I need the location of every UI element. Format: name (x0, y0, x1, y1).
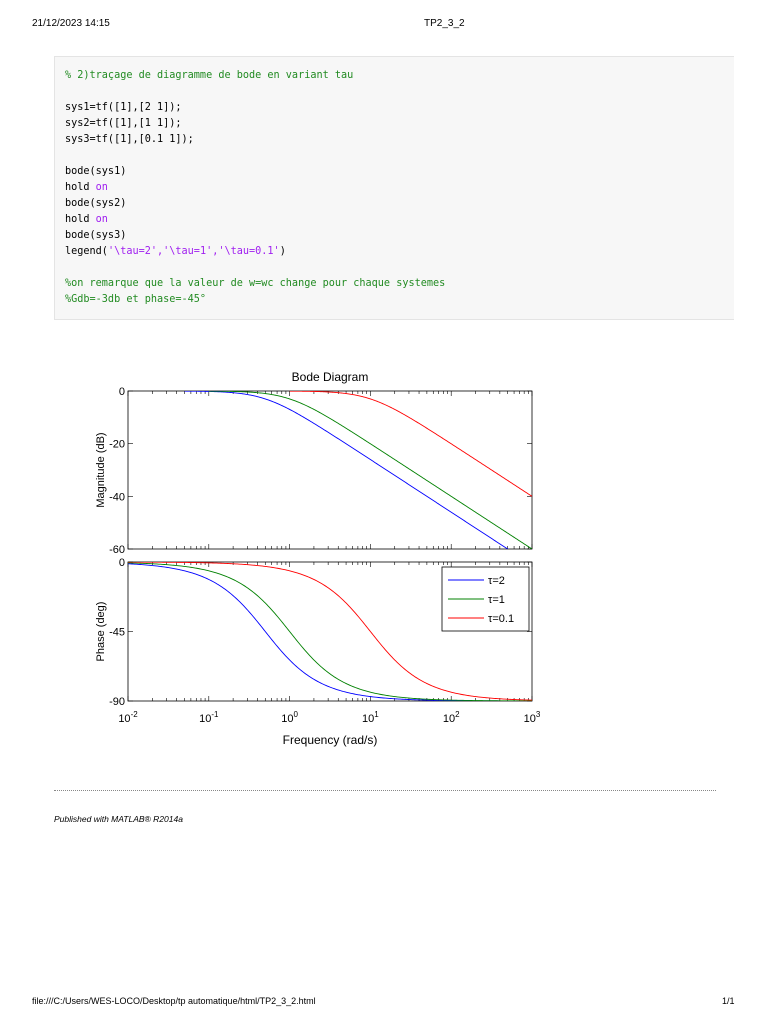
magnitude-tick-label: 0 (118, 386, 125, 398)
phase-tick-label: -90 (109, 696, 125, 708)
x-tick-exponent: 2 (455, 710, 460, 719)
code-line-sys1: sys1=tf([1],[2 1]); (65, 102, 182, 113)
x-tick-base: 10 (523, 713, 536, 725)
code-line-bode1: bode(sys1) (65, 166, 127, 177)
code-comment: % 2)traçage de diagramme de bode en variant tau (65, 70, 354, 81)
code-legend-open: legend( (65, 246, 108, 257)
phase-tick-label: -45 (109, 626, 125, 639)
x-tick-base: 10 (199, 713, 212, 725)
x-axis-label: Frequency (rad/s) (282, 733, 378, 747)
legend-label: τ=0.1 (488, 613, 515, 625)
phase-axis-label: Phase (deg) (95, 601, 107, 662)
bode-diagram (88, 364, 558, 754)
x-tick-exponent: -1 (211, 710, 219, 719)
magnitude-axis-label: Magnitude (dB) (95, 432, 107, 508)
x-tick-label (118, 710, 138, 725)
code-hold: hold (65, 214, 96, 225)
x-tick-base: 10 (281, 713, 294, 725)
x-tick-exponent: -2 (130, 710, 138, 719)
x-tick-exponent: 1 (374, 710, 379, 719)
x-tick-base: 10 (362, 713, 375, 725)
code-comment: %on remarque que la valeur de w=wc change pour chaque systemes (65, 278, 446, 289)
x-tick-base: 10 (442, 713, 456, 725)
code-block (54, 56, 734, 320)
code-keyword-on: on (95, 214, 108, 225)
phase-tick-label: 0 (118, 557, 125, 569)
legend-label: τ=1 (488, 594, 505, 606)
published-note: Published with MATLAB® R2014a (54, 814, 183, 824)
x-tick-label (362, 710, 379, 725)
matlab-code (65, 68, 445, 308)
magnitude-tick-label: -40 (109, 491, 125, 504)
print-date: 21/12/2023 14:15 (32, 18, 110, 29)
chart-title: Bode Diagram (291, 370, 369, 384)
code-line-bode3: bode(sys3) (65, 230, 127, 241)
magnitude-tick-label: -20 (109, 438, 125, 451)
divider (54, 790, 716, 791)
x-tick-label (524, 710, 541, 725)
magnitude-tick-label: -60 (109, 544, 125, 556)
code-keyword-on: on (95, 182, 108, 193)
x-tick-base: 10 (118, 713, 131, 725)
code-hold: hold (65, 182, 96, 193)
x-tick-exponent: 3 (535, 710, 541, 719)
code-legend-args: '\tau=2','\tau=1','\tau=0.1' (107, 246, 280, 257)
code-line-sys2: sys2=tf([1],[1 1]); (65, 118, 182, 129)
code-comment: %Gdb=-3db et phase=-45° (65, 294, 207, 305)
footer-path: file:///C:/Users/WES-LOCO/Desktop/tp automatique/html/TP2_3_2.html (32, 996, 316, 1006)
x-tick-label (199, 710, 219, 725)
print-title: TP2_3_2 (424, 18, 465, 29)
code-line-sys3: sys3=tf([1],[0.1 1]); (65, 134, 194, 145)
footer-page-number: 1/1 (722, 996, 735, 1006)
x-tick-exponent: 0 (293, 710, 298, 719)
code-legend-close: ) (279, 246, 286, 257)
legend-label: τ=2 (488, 575, 505, 587)
code-line-bode2: bode(sys2) (65, 198, 127, 209)
x-tick-label (281, 710, 298, 725)
x-tick-label (443, 710, 460, 725)
